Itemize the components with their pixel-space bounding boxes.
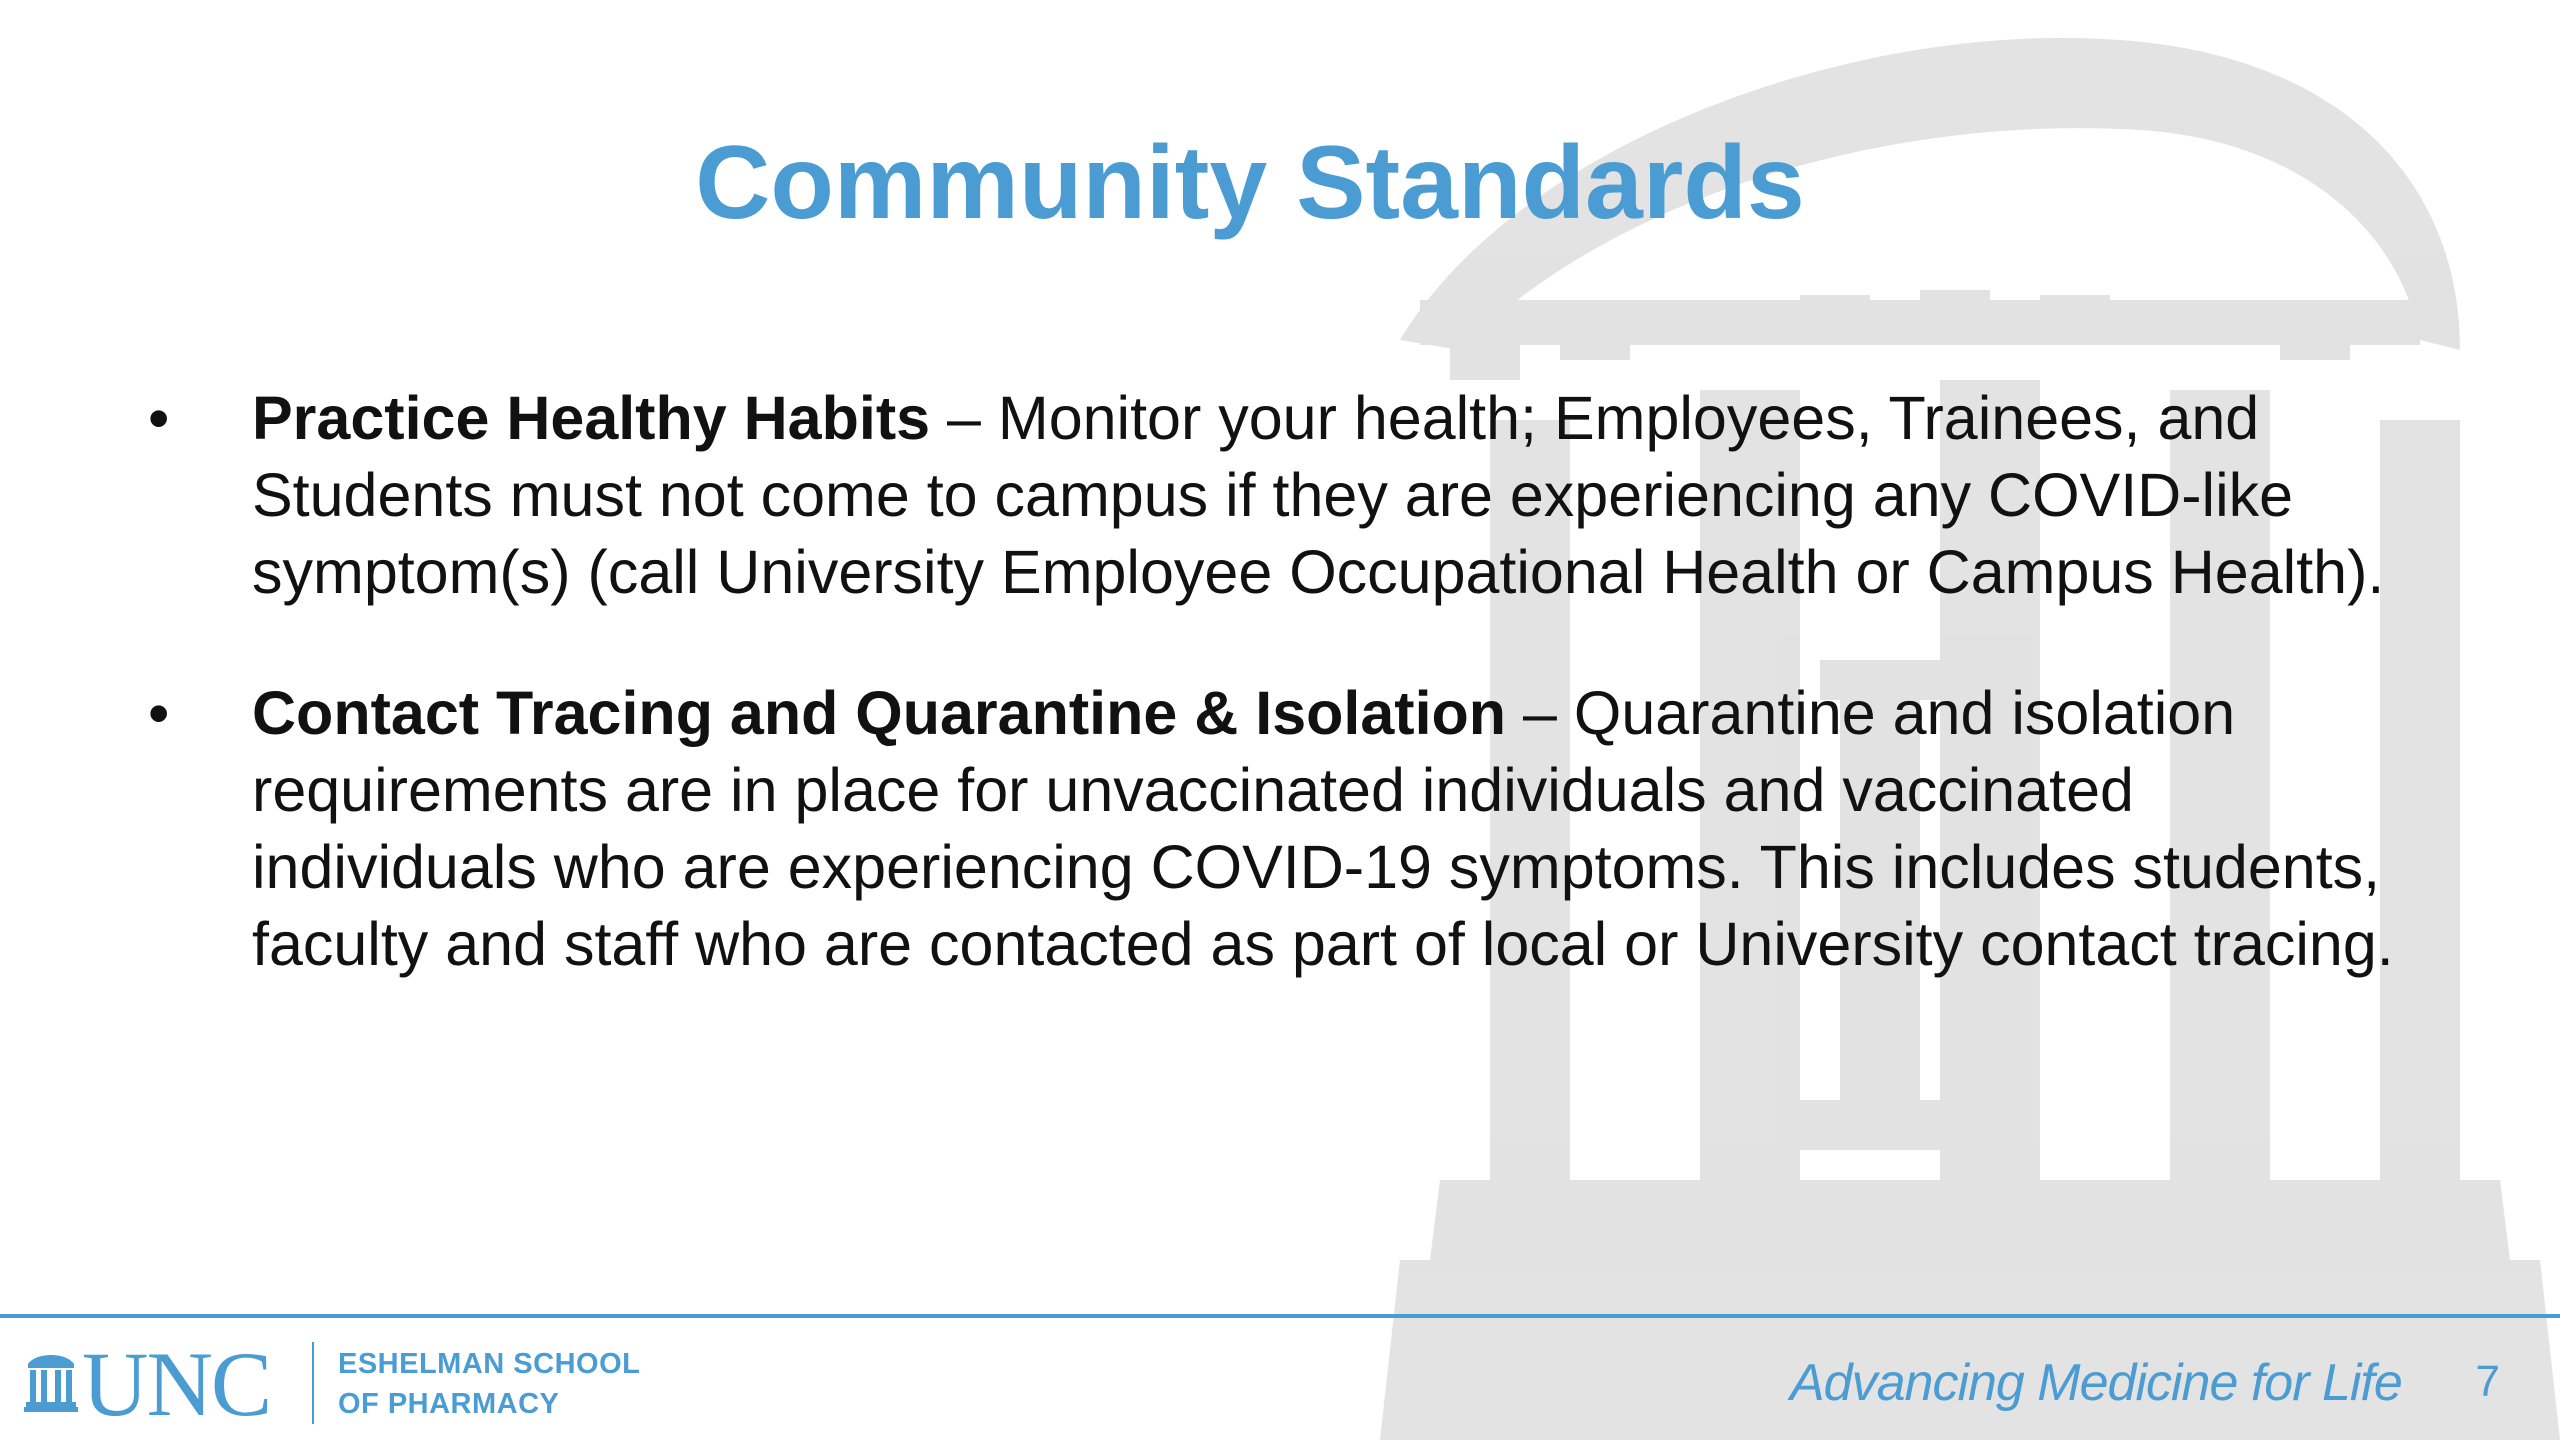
logo-divider xyxy=(312,1342,314,1424)
bullet-text: – Monitor your health; Employees, Trainees, and Students must not come to campus if they are experiencing any COVID-like symptom(s) (call University Employee Occupational Health or Campus Health). xyxy=(252,384,2385,606)
bullet-list xyxy=(148,380,2418,983)
school-name-line-1: ESHELMAN SCHOOL xyxy=(338,1348,641,1380)
bullet-heading: Practice Healthy Habits xyxy=(252,384,931,452)
bullet-text: – Quarantine and isolation requirements are in place for unvaccinated individuals and vaccinated individuals who are experiencing COVID-19 symptoms. This includes students, faculty and staff who are contacted as part of local or University contact tracing. xyxy=(252,679,2394,978)
unc-wordmark: UNC xyxy=(82,1333,271,1435)
school-name xyxy=(338,1344,640,1424)
bullet-marker: • xyxy=(148,679,170,747)
bullet-heading: Contact Tracing and Quarantine & Isolation xyxy=(252,679,1507,747)
slide-title: Community Standards xyxy=(695,125,1805,241)
footer-tagline: Advancing Medicine for Life xyxy=(1790,1354,2402,1412)
slide-page-number: 7 xyxy=(2475,1357,2500,1406)
bullet-marker: • xyxy=(148,384,170,452)
old-well-icon xyxy=(24,1350,78,1412)
school-name-line-2: OF PHARMACY xyxy=(338,1388,560,1420)
unc-pharmacy-logo xyxy=(24,1330,744,1435)
bullet-contact-tracing xyxy=(148,675,2418,983)
footer-divider xyxy=(0,1314,2560,1318)
bullet-healthy-habits xyxy=(148,380,2418,611)
